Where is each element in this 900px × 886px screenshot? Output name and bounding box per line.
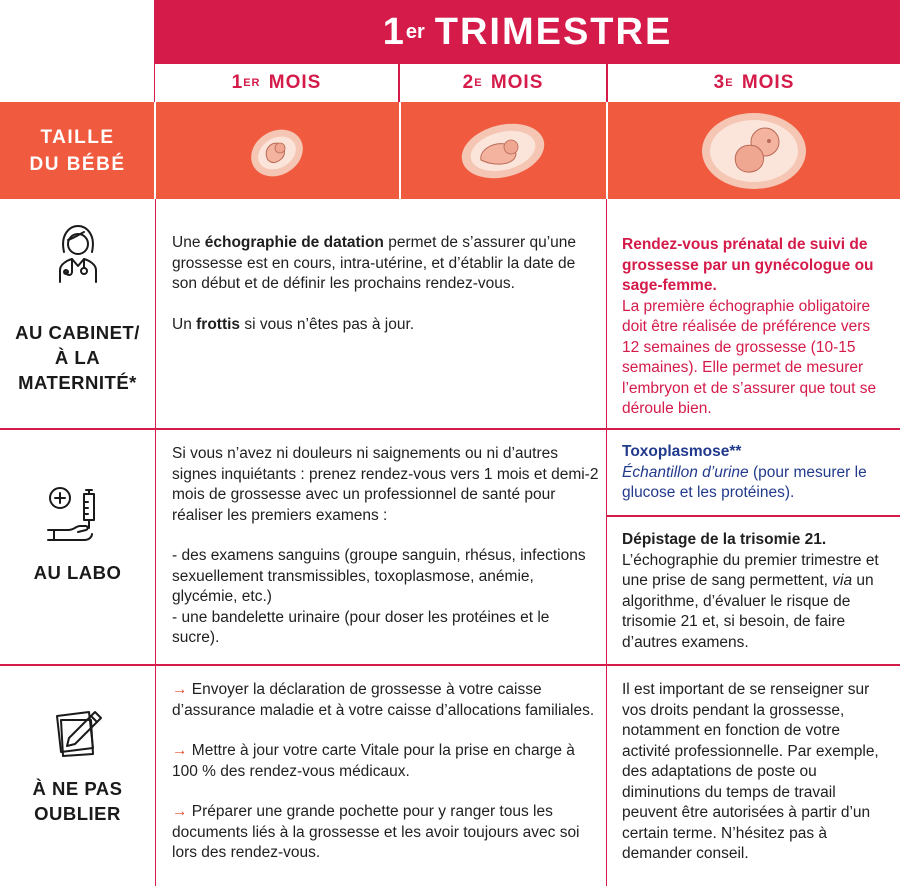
title-number: 1 (382, 10, 406, 53)
text: L’échographie du premier trimestre et une prise de sang permettent, (622, 551, 879, 589)
cabinet-month3-text (622, 235, 884, 420)
oublier-item-1 (172, 680, 600, 721)
text: si vous n’êtes pas à jour. (240, 315, 415, 333)
frottis-bold: frottis (196, 315, 241, 333)
labo-month3-top-text (622, 442, 884, 504)
month-1-header (155, 64, 400, 102)
labo-item-urine: - une bandelette urinaire (pour doser les protéines et le sucre). (172, 608, 550, 646)
baby-size-label-line2: DU BÉBÉ (29, 153, 126, 175)
month-header-row (155, 64, 900, 102)
cabinet-month1-2-text (172, 233, 597, 335)
trisomie-bold: Dépistage de la trisomie 21. (622, 531, 827, 548)
text: Mettre à jour votre carte Vitale pour la prise en charge à 100 % des rendez-vous médicaux. (172, 742, 575, 780)
text: Envoyer la déclaration de grossesse à votre caisse d’assurance maladie et à votre caisse d’allocations familiales. (172, 681, 595, 719)
embryo-month-3-icon (607, 102, 900, 199)
text: permet de s’assurer qu’une grossesse est en cours, intra-utérine, et d’établir la date de son début et de définir les prochains rendez-vous. (172, 234, 577, 292)
text: un algorithme, d’évaluer le risque de trisomie 21 et, si besoin, de faire d’autres examens. (622, 572, 874, 651)
row-label-labo (0, 484, 155, 585)
oublier-month1-2-text (172, 680, 600, 864)
rendez-vous-bold: Rendez-vous prénatal de suivi de grossesse par un gynécologue ou sage-femme. (622, 236, 874, 294)
row-label-labo-text: AU LABO (33, 562, 122, 583)
text: Préparer une grande pochette pour y ranger tous les documents liés à la grossesse et les avoir toujours avec soi lors des rendez-vous. (172, 803, 580, 861)
month-3-label: MOIS (741, 72, 795, 93)
row-label-cabinet-line2: À LA (54, 347, 101, 368)
embryo-month-2-icon (400, 102, 606, 199)
labo-item-blood: - des examens sanguins (groupe sanguin, rhésus, infections sexuellement transmissibles, toxoplasmose, anémie, glycémie, etc.) (172, 547, 586, 605)
urine-text: (pour mesurer le glucose et les protéines). (622, 463, 867, 501)
month-3-sup: E (725, 77, 734, 89)
row-divider (0, 664, 900, 666)
divider (154, 0, 155, 102)
text: Un (172, 315, 197, 333)
oublier-month3-text (622, 680, 884, 865)
notepad-pencil-icon (49, 708, 107, 760)
row-label-oublier-line1: À NE PAS (32, 778, 123, 799)
cabinet-paragraph-1 (172, 233, 597, 295)
month-2-sup: E (474, 77, 483, 89)
oublier-item-3 (172, 802, 600, 864)
arrow-icon: → (172, 681, 188, 698)
arrow-icon: → (172, 803, 188, 820)
doctor-icon (50, 222, 106, 286)
cell-divider (607, 515, 900, 517)
month-1-sup: ER (243, 77, 261, 89)
row-divider (0, 428, 900, 430)
row-label-oublier-line2: OUBLIER (34, 803, 121, 824)
title-text: TRIMESTRE (434, 10, 673, 53)
column-divider (155, 199, 156, 886)
month-1-number: 1 (231, 72, 244, 93)
month-2-header (400, 64, 608, 102)
row-label-cabinet-line3: MATERNITÉ* (18, 372, 137, 393)
oublier-item-2 (172, 741, 600, 782)
labo-month3-bottom-text (622, 530, 884, 653)
month-1-label: MOIS (268, 72, 322, 93)
toxoplasmose-bold: Toxoplasmose** (622, 443, 742, 460)
labo-month1-2-text (172, 444, 600, 649)
via-italic: via (832, 572, 853, 589)
datation-bold: échographie de datation (204, 234, 384, 251)
lab-test-icon (46, 484, 110, 546)
urine-italic: Échantillon d’urine (622, 463, 749, 481)
month-2-number: 2 (462, 72, 475, 93)
row-label-cabinet (0, 222, 155, 395)
page-title (155, 0, 900, 64)
title-superscript: er (405, 20, 425, 43)
month-3-header (608, 64, 900, 102)
row-label-cabinet-line1: AU CABINET/ (15, 322, 140, 343)
echographie-text: La première échographie obligatoire doit être réalisée de préférence vers 12 semaines de grossesse (10-15 semaines). Elle permet de mesurer l’embryon et de s’assurer que tout se déroule bien. (622, 297, 877, 417)
labo-intro: Si vous n’avez ni douleurs ni saignements ou ni d’autres signes inquiétants : prenez rendez-vous vers 1 mois et demi-2 mois de grossesse avec un professionnel de santé pour réaliser les premiers examens : (172, 445, 599, 524)
row-label-oublier (0, 708, 155, 826)
baby-size-label (0, 102, 155, 199)
cabinet-paragraph-2 (172, 315, 597, 336)
droits-text: Il est important de se renseigner sur vos droits pendant la grossesse, notamment en fonction de votre activité professionnelle. Par exemple, des adaptations de poste ou diminutions du temps de travail peuvent être autorisées à partir d’un certain terme. N’hésitez pas à demander conseil. (622, 681, 879, 862)
column-divider (606, 199, 607, 886)
embryo-month-1-icon (155, 102, 399, 199)
text: Une (172, 234, 205, 251)
month-3-number: 3 (713, 72, 726, 93)
month-2-label: MOIS (490, 72, 544, 93)
baby-size-label-line1: TAILLE (40, 126, 115, 148)
arrow-icon: → (172, 742, 188, 759)
